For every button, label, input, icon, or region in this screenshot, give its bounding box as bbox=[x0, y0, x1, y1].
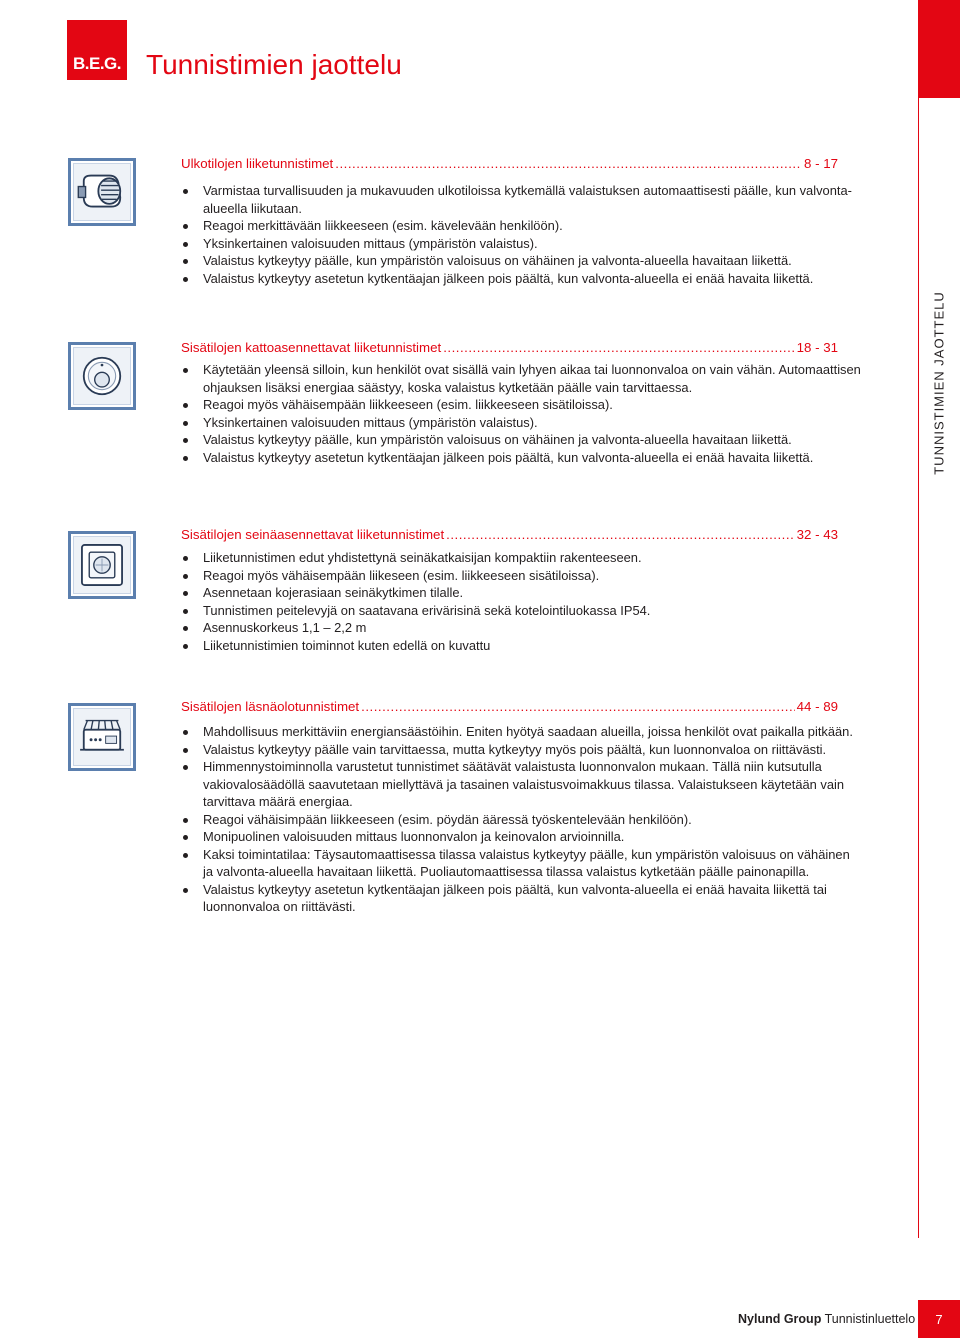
leader-dots bbox=[443, 340, 794, 355]
list-item: Asennuskorkeus 1,1 – 2,2 m bbox=[181, 619, 861, 637]
list-item: Monipuolinen valoisuuden mittaus luonnonvalon ja keinovalon arvioinnilla. bbox=[181, 828, 861, 846]
list-item: Käytetään yleensä silloin, kun henkilöt ovat sisällä vain lyhyen aikaa tai luonnonvaloa on vain vähän. Automaattisen ohjauksen lisäksi energiaa säästyy, koska valaistus kytketään päälle vain tarvittaessa. bbox=[181, 361, 861, 396]
footer-subtitle: Tunnistinluettelo bbox=[824, 1312, 916, 1326]
leader-dots bbox=[335, 156, 802, 171]
page-range: 8 - 17 bbox=[803, 156, 838, 171]
section-heading bbox=[181, 699, 838, 719]
list-item: Liiketunnistimen edut yhdistettynä seinäkatkaisijan kompaktiin rakenteeseen. bbox=[181, 549, 861, 567]
list-item: Valaistus kytkeytyy päälle, kun ympäristön valoisuus on vähäinen ja valvonta-alueella havaitaan liikettä. bbox=[181, 431, 861, 449]
list-item: Tunnistimen peitelevyjä on saatavana erivärisinä sekä kotelointiluokassa IP54. bbox=[181, 602, 861, 620]
side-divider bbox=[918, 98, 919, 1238]
page-range: 44 - 89 bbox=[796, 699, 838, 714]
list-item: Reagoi merkittävään liikkeeseen (esim. kävelevään henkilöön). bbox=[181, 217, 861, 235]
section-title: Sisätilojen seinäasennettavat liiketunnistimet bbox=[181, 527, 445, 542]
side-chapter-label: TUNNISTIMIEN JAOTTELU bbox=[931, 291, 947, 475]
page-range: 18 - 31 bbox=[796, 340, 838, 355]
list-item: Yksinkertainen valoisuuden mittaus (ympäristön valaistus). bbox=[181, 414, 861, 432]
list-item: Valaistus kytkeytyy asetetun kytkentäajan jälkeen pois päältä, kun valvonta-alueella ei enää havaita liikettä tai luonnonvaloa on riittävästi. bbox=[181, 881, 861, 916]
leader-dots bbox=[446, 527, 794, 542]
bullet-list bbox=[181, 182, 861, 287]
section-title: Ulkotilojen liiketunnistimet bbox=[181, 156, 334, 171]
page-number: 7 bbox=[918, 1300, 960, 1338]
footer-brand: Nylund Group bbox=[738, 1312, 822, 1326]
list-item: Valaistus kytkeytyy asetetun kytkentäajan jälkeen pois päältä, kun valvonta-alueella ei enää havaita liikettä. bbox=[181, 449, 861, 467]
bullet-list bbox=[181, 549, 861, 654]
beg-logo: B.E.G. bbox=[67, 20, 127, 80]
list-item: Varmistaa turvallisuuden ja mukavuuden ulkotiloissa kytkemällä valaistuksen automaattisesti päälle, kun valvonta-alueella liikutaan. bbox=[181, 182, 861, 217]
section-heading bbox=[181, 340, 838, 360]
section-heading bbox=[181, 527, 838, 547]
list-item: Yksinkertainen valoisuuden mittaus (ympäristön valaistus). bbox=[181, 235, 861, 253]
leader-dots bbox=[361, 699, 794, 714]
list-item: Reagoi vähäisimpään liikkeeseen (esim. pöydän ääressä työskentelevään henkilöön). bbox=[181, 811, 861, 829]
wall-motion-sensor-icon bbox=[68, 531, 136, 599]
list-item: Reagoi myös vähäisempään liikeseen (esim. liikkeeseen sisätiloissa). bbox=[181, 567, 861, 585]
list-item: Himmennystoiminnolla varustetut tunnistimet säätävät valaistusta luonnonvalon mukaan. Tällä niin kutsutulla vakiovalosäädöllä saavutetaan miellyttävä ja tasainen valaistusvoimakkuus tilassa. Valaistukseen käytetään vain tarvittava määrä energiaa. bbox=[181, 758, 861, 811]
list-item: Reagoi myös vähäisempään liikkeeseen (esim. liikkeeseen sisätiloissa). bbox=[181, 396, 861, 414]
presence-detector-icon bbox=[68, 703, 136, 771]
page-range: 32 - 43 bbox=[796, 527, 838, 542]
list-item: Valaistus kytkeytyy asetetun kytkentäajan jälkeen pois päältä, kun valvonta-alueella ei enää havaita liikettä. bbox=[181, 270, 861, 288]
list-item: Liiketunnistimien toiminnot kuten edellä on kuvattu bbox=[181, 637, 861, 655]
section-title: Sisätilojen kattoasennettavat liiketunnistimet bbox=[181, 340, 442, 355]
page-title: Tunnistimien jaottelu bbox=[146, 49, 402, 80]
section-title: Sisätilojen läsnäolotunnistimet bbox=[181, 699, 360, 714]
list-item: Valaistus kytkeytyy päälle, kun ympäristön valoisuus on vähäinen ja valvonta-alueella havaitaan liikettä. bbox=[181, 252, 861, 270]
side-tab bbox=[918, 0, 960, 98]
ceiling-motion-sensor-icon bbox=[68, 342, 136, 410]
outdoor-motion-sensor-icon bbox=[68, 158, 136, 226]
list-item: Kaksi toimintatilaa: Täysautomaattisessa tilassa valaistus kytkeytyy päälle, kun ympäristön valoisuus on vähäinen ja valvonta-alueella havaitaan liikettä. Puoliautomaattisessa tilassa valaistus kytketään päälle painonapilla. bbox=[181, 846, 861, 881]
bullet-list bbox=[181, 361, 861, 466]
bullet-list bbox=[181, 723, 861, 916]
list-item: Mahdollisuus merkittäviin energiansäästöihin. Eniten hyötyä saadaan alueilla, joissa henkilöt ovat paikalla pitkään. bbox=[181, 723, 861, 741]
footer bbox=[738, 1312, 915, 1326]
section-heading bbox=[181, 156, 838, 176]
list-item: Valaistus kytkeytyy päälle vain tarvittaessa, mutta kytkeytyy myös pois päältä, kun luonnonvaloa on riittävästi. bbox=[181, 741, 861, 759]
list-item: Asennetaan kojerasiaan seinäkytkimen tilalle. bbox=[181, 584, 861, 602]
